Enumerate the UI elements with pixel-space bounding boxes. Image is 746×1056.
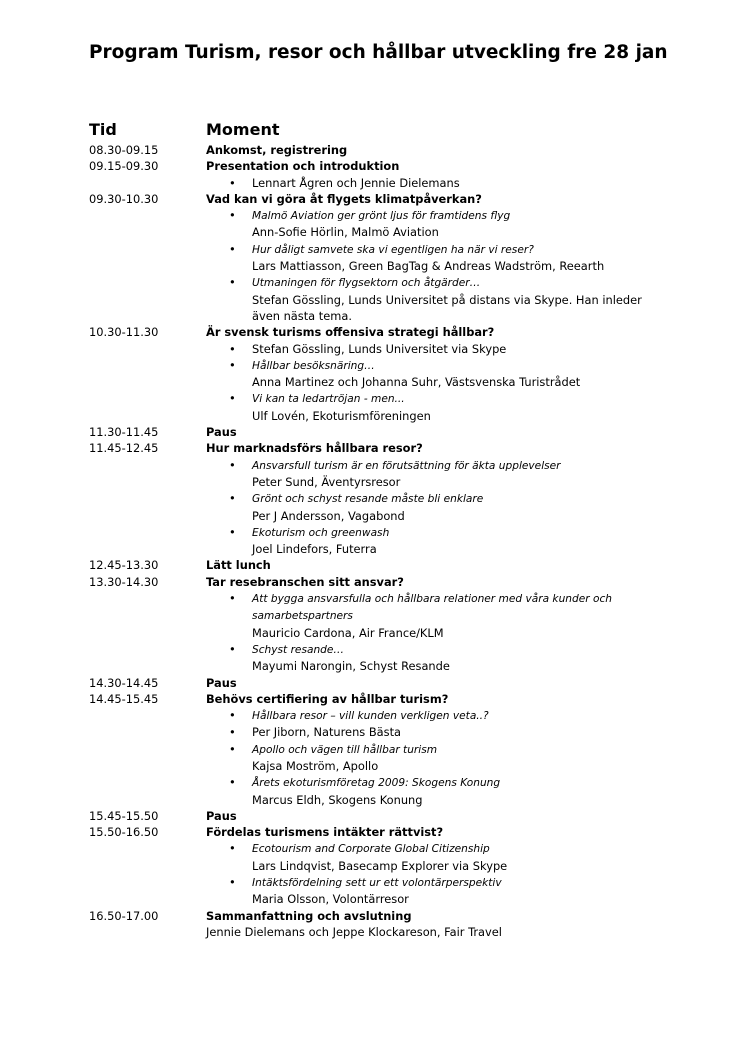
session-title: Paus (206, 808, 237, 823)
session-row (89, 691, 669, 808)
session-title: Paus (206, 425, 237, 440)
bullet-icon: • (229, 741, 236, 756)
session-time: 13.30-14.30 (89, 574, 159, 589)
speaker-name: Mauricio Cardona, Air France/KLM (252, 625, 444, 640)
talk-title: Ekoturism och greenwash (252, 526, 390, 539)
agenda-list-item (206, 274, 669, 291)
talk-title: Hur dåligt samvete ska vi egentligen ha när vi reser? (252, 243, 534, 256)
bullet-icon: • (229, 457, 236, 472)
agenda-list-item (206, 724, 669, 740)
bullet-icon: • (229, 524, 236, 539)
bullet-icon: • (229, 341, 236, 356)
agenda-list-item (206, 707, 669, 724)
agenda-list-item (206, 840, 669, 857)
session-content (206, 440, 669, 557)
session-title: Paus (206, 675, 237, 690)
session-time: 11.30-11.45 (89, 425, 159, 440)
session-content (206, 158, 669, 191)
session-row (89, 191, 669, 324)
agenda-list-item (206, 357, 669, 374)
agenda-list-item (206, 341, 669, 357)
agenda-list-item (206, 490, 669, 507)
session-time: 09.15-09.30 (89, 159, 159, 174)
speaker-name: Stefan Gössling, Lunds Universitet på distans via Skype. Han inleder även nästa tema. (252, 292, 642, 323)
session-content (206, 424, 669, 440)
session-time: 10.30-11.30 (89, 325, 159, 340)
bullet-icon: • (229, 708, 236, 723)
talk-title: Intäktsfördelning sett ur ett volontärperspektiv (252, 877, 502, 890)
session-content (206, 191, 669, 324)
bullet-icon: • (229, 875, 236, 890)
agenda-list-item (206, 774, 669, 791)
speaker-name: Mayumi Narongin, Schyst Resande (252, 659, 450, 674)
talk-title: Ecotourism and Corporate Global Citizenship (252, 843, 490, 856)
speaker-name: Anna Martinez och Johanna Suhr, Västsvenska Turistrådet (252, 375, 581, 390)
session-time: 09.30-10.30 (89, 191, 159, 206)
session-row (89, 824, 669, 907)
session-row (89, 675, 669, 691)
speaker-name: Lars Lindqvist, Basecamp Explorer via Skype (252, 858, 508, 873)
bullet-icon: • (229, 357, 236, 372)
session-content (206, 557, 669, 573)
session-row (89, 158, 669, 191)
bullet-icon: • (229, 641, 236, 656)
session-row (89, 574, 669, 675)
session-title: Tar resebranschen sitt ansvar? (206, 574, 404, 589)
session-time: 14.30-14.45 (89, 675, 159, 690)
session-row (89, 440, 669, 557)
talk-title: Utmaningen för flygsektorn och åtgärder… (252, 277, 481, 290)
talk-title: Hållbar besöksnäring… (252, 359, 375, 372)
session-title: Presentation och introduktion (206, 159, 400, 174)
session-title: Ankomst, registrering (206, 143, 348, 157)
program-schedule (89, 142, 669, 940)
session-content (206, 691, 669, 808)
session-time: 14.45-15.45 (89, 691, 159, 706)
session-time: 11.45-12.45 (89, 441, 159, 456)
agenda-list-item (206, 524, 669, 541)
speaker-name: Stefan Gössling, Lunds Universitet via Skype (252, 341, 507, 356)
bullet-icon: • (229, 841, 236, 856)
speaker-name: Lennart Ågren och Jennie Dielemans (252, 175, 460, 190)
session-title: Fördelas turismens intäkter rättvist? (206, 825, 444, 840)
bullet-icon: • (229, 241, 236, 256)
session-content (206, 324, 669, 424)
session-title: Är svensk turisms offensiva strategi hållbar? (206, 325, 495, 340)
session-row (89, 424, 669, 440)
speaker-name: Joel Lindefors, Futerra (252, 542, 377, 557)
bullet-icon: • (229, 491, 236, 506)
session-time: 16.50-17.00 (89, 908, 159, 923)
bullet-icon: • (229, 275, 236, 290)
bullet-icon: • (229, 775, 236, 790)
session-row (89, 808, 669, 824)
talk-title: Grönt och schyst resande måste bli enklare (252, 493, 484, 506)
speaker-name: Peter Sund, Äventyrsresor (252, 474, 401, 489)
agenda-list-item (206, 207, 669, 224)
speaker-name: Ann-Sofie Hörlin, Malmö Aviation (252, 225, 439, 240)
agenda-list-item (206, 457, 669, 474)
talk-title: Ansvarsfull turism är en förutsättning för äkta upplevelser (252, 459, 561, 472)
talk-title: Hållbara resor – vill kunden verkligen veta..? (252, 710, 489, 723)
session-note: Jennie Dielemans och Jeppe Klockareson, Fair Travel (206, 924, 502, 939)
talk-title: Årets ekoturismföretag 2009: Skogens Konung (252, 777, 501, 790)
bullet-icon: • (229, 208, 236, 223)
bullet-icon: • (229, 591, 236, 606)
talk-title: Att bygga ansvarsfulla och hållbara relationer med våra kunder och samarbetspartners (252, 593, 612, 623)
session-title: Sammanfattning och avslutning (206, 908, 412, 923)
agenda-list-item (206, 741, 669, 758)
session-content (206, 808, 669, 824)
speaker-name: Lars Mattiasson, Green BagTag & Andreas Wadström, Reearth (252, 259, 605, 274)
session-row (89, 324, 669, 424)
session-time: 08.30-09.15 (89, 143, 159, 157)
session-content (206, 675, 669, 691)
session-content (206, 574, 669, 675)
speaker-name: Marcus Eldh, Skogens Konung (252, 792, 423, 807)
session-time: 15.50-16.50 (89, 825, 159, 840)
talk-title: Apollo och vägen till hållbar turism (252, 743, 438, 756)
session-title: Vad kan vi göra åt flygets klimatpåverkan? (206, 191, 482, 206)
talk-title: Malmö Aviation ger grönt ljus för framtidens flyg (252, 210, 511, 223)
session-content (206, 824, 669, 907)
session-time: 15.45-15.50 (89, 808, 159, 823)
session-time: 12.45-13.30 (89, 558, 159, 573)
talk-title: Schyst resande… (252, 643, 345, 656)
speaker-name: Per Jiborn, Naturens Bästa (252, 725, 402, 740)
session-title: Behövs certifiering av hållbar turism? (206, 691, 449, 706)
session-row (89, 908, 669, 941)
speaker-name: Maria Olsson, Volontärresor (252, 892, 409, 907)
agenda-list-item (206, 590, 669, 625)
bullet-icon: • (229, 391, 236, 406)
session-row (89, 142, 669, 158)
bullet-icon: • (229, 175, 236, 190)
session-content (206, 908, 669, 941)
session-row (89, 557, 669, 573)
agenda-list-item (206, 874, 669, 891)
speaker-name: Per J Andersson, Vagabond (252, 508, 405, 523)
speaker-name: Kajsa Moström, Apollo (252, 758, 379, 773)
page-title: Program Turism, resor och hållbar utveckling fre 28 jan (89, 42, 668, 63)
session-content (206, 142, 669, 158)
time-column-header: Tid (89, 120, 117, 139)
moment-column-header: Moment (206, 120, 280, 139)
agenda-list-item (206, 175, 669, 191)
speaker-name: Ulf Lovén, Ekoturismföreningen (252, 408, 431, 423)
agenda-list-item (206, 241, 669, 258)
talk-title: Vi kan ta ledartröjan - men... (252, 393, 405, 406)
session-title: Hur marknadsförs hållbara resor? (206, 441, 423, 456)
agenda-list-item (206, 390, 669, 407)
session-title: Lätt lunch (206, 558, 271, 573)
bullet-icon: • (229, 725, 236, 740)
agenda-list-item (206, 641, 669, 658)
